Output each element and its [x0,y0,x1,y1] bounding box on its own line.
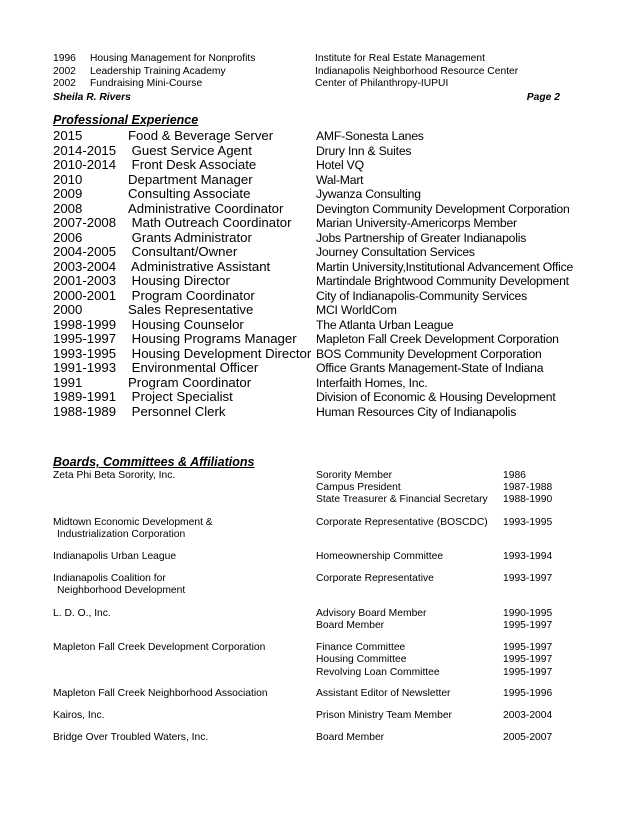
experience-row [53,245,613,260]
experience-year: 2010 [53,171,83,187]
experience-year: 2001-2003 [53,273,117,288]
board-entry [53,517,573,541]
experience-title: Sales Representative [128,302,254,317]
experience-row [53,318,613,333]
board-role [316,482,573,494]
education-course: Housing Management for Nonprofits [90,53,256,64]
boards-heading: Boards, Committees & Affiliations [53,455,255,469]
education-year: 2002 [53,78,76,90]
page-number: Page 2 [526,91,560,103]
board-org-name: Bridge Over Troubled Waters, Inc. [53,732,209,744]
experience-year: 2004-2005 [53,244,117,259]
board-entry [53,573,573,597]
experience-title: Program Coordinator [128,287,255,303]
board-role-years: 2003-2004 [503,710,553,722]
board-roles [316,517,573,541]
board-role [316,710,573,722]
experience-title: Housing Development Director [128,345,312,361]
board-role-title: Sorority Member [316,470,393,481]
experience-row [53,390,613,405]
experience-title: Consultant/Owner [128,244,238,259]
experience-org: Office Grants Management-State of Indiana [316,361,544,375]
experience-title: Housing Counselor [128,316,244,332]
experience-org: Jobs Partnership of Greater Indianapolis [316,230,527,245]
experience-org: Jywanza Consulting [316,187,421,201]
education-year: 1996 [53,53,76,64]
board-role-title: Assistant Editor of Newsletter [316,688,451,700]
experience-title: Housing Director [128,273,230,288]
education-list [53,53,593,105]
board-entry [53,642,573,679]
board-role-title: Advisory Board Member [316,608,427,619]
experience-year: 1988-1989 [53,403,117,419]
board-role [316,654,573,666]
experience-org: MCI WorldCom [316,303,397,317]
experience-row [53,216,613,231]
board-role [316,688,573,700]
board-role-title: Housing Committee [316,654,407,666]
experience-title: Consulting Associate [128,186,251,201]
board-roles [316,608,573,632]
experience-org: Devington Community Development Corporation [316,201,570,216]
board-entry [53,608,573,632]
experience-title: Front Desk Associate [128,157,257,172]
experience-row [53,202,613,217]
board-org-subname: Industrialization Corporation [57,529,186,541]
board-role-years: 1995-1997 [503,666,553,678]
experience-year: 2000-2001 [53,287,117,303]
board-roles [316,573,573,597]
experience-row [53,187,613,202]
experience-year: 2014-2015 [53,142,117,158]
board-role-years: 1993-1997 [503,573,553,585]
experience-title: Environmental Officer [128,360,259,375]
experience-row [53,303,613,318]
board-role-years: 1995-1997 [503,620,553,632]
experience-year: 2007-2008 [53,215,117,230]
experience-org: Interfaith Homes, Inc. [316,375,428,390]
experience-year: 2015 [53,128,83,143]
experience-org: Division of Economic & Housing Development [316,390,556,404]
experience-heading: Professional Experience [53,113,199,127]
board-entry [53,710,573,722]
board-role-title: Board Member [316,732,385,744]
board-org-name: Zeta Phi Beta Sorority, Inc. [53,470,176,481]
board-org [53,470,316,507]
board-roles [316,710,573,722]
board-org-name: Mapleton Fall Creek Development Corporation [53,642,266,654]
experience-org: Marian University-Americorps Member [316,216,517,230]
experience-row [53,129,613,144]
experience-row [53,376,613,391]
board-org [53,608,316,632]
board-role [316,573,573,585]
experience-row [53,158,613,173]
board-role-title: Corporate Representative [316,573,434,585]
experience-row [53,289,613,304]
experience-title: Program Coordinator [128,374,252,390]
experience-year: 1995-1997 [53,331,117,346]
experience-org: Hotel VQ [316,158,364,172]
experience-row [53,173,613,188]
board-roles [316,642,573,679]
board-role-title: Revolving Loan Committee [316,666,440,678]
experience-year: 2009 [53,186,83,201]
board-org [53,688,316,700]
experience-row [53,260,613,275]
experience-year: 2006 [53,229,83,245]
board-role-years: 1995-1996 [503,688,553,700]
experience-org: Human Resources City of Indianapolis [316,404,517,419]
board-role-years: 2005-2007 [503,732,553,744]
board-role-years: 1995-1997 [503,642,553,654]
experience-org: AMF-Sonesta Lanes [316,129,424,143]
board-role-title: State Treasurer & Financial Secretary [316,494,488,506]
board-role-years: 1988-1990 [503,494,553,506]
board-entry [53,732,573,744]
board-org-name: Indianapolis Urban League [53,551,177,563]
experience-title: Department Manager [128,171,253,187]
experience-title: Math Outreach Coordinator [128,215,292,230]
board-role-years: 1990-1995 [503,608,553,619]
board-org [53,573,316,597]
experience-org: BOS Community Development Corporation [316,346,542,361]
board-role-title: Corporate Representative (BOSCDC) [316,517,488,529]
experience-row [53,405,613,420]
board-org-name: Kairos, Inc. [53,710,105,722]
experience-row [53,144,613,159]
board-role [316,667,573,679]
experience-row [53,274,613,289]
experience-year: 1991 [53,374,83,390]
education-row [53,78,593,91]
page-header [53,91,560,105]
experience-title: Administrative Coordinator [128,200,284,216]
experience-list [53,129,613,419]
experience-org: Wal-Mart [316,172,364,187]
experience-title: Administrative Assistant [128,258,271,274]
experience-year: 1998-1999 [53,316,117,332]
experience-year: 1991-1993 [53,360,117,375]
board-role-years: 1987-1988 [503,482,553,494]
experience-year: 2010-2014 [53,157,117,172]
board-role-years: 1993-1995 [503,517,553,529]
experience-org: Martindale Brightwood Community Development [316,274,569,288]
board-org [53,551,316,563]
experience-org: Martin University,Institutional Advancement Office [316,259,574,274]
board-role-title: Finance Committee [316,642,406,654]
experience-row [53,361,613,376]
experience-org: Mapleton Fall Creek Development Corporation [316,332,559,346]
board-roles [316,732,573,744]
board-org [53,517,316,541]
board-org-name: Midtown Economic Development & [53,517,213,529]
education-row [53,66,593,79]
board-role [316,732,573,744]
experience-org: City of Indianapolis-Community Services [316,288,527,303]
experience-title: Guest Service Agent [128,142,252,158]
board-org [53,732,316,744]
education-institution: Indianapolis Neighborhood Resource Center [315,65,519,77]
board-org-name: Indianapolis Coalition for [53,573,166,585]
education-institution: Center of Philanthropy-IUPUI [315,78,449,90]
experience-year: 1989-1991 [53,389,117,404]
board-role [316,620,573,632]
board-role [316,470,573,482]
board-role-years: 1986 [503,470,526,481]
experience-year: 1993-1995 [53,345,117,361]
experience-title: Personnel Clerk [128,403,226,419]
board-entry [53,551,573,563]
board-entry [53,688,573,700]
board-role-years: 1993-1994 [503,551,553,563]
experience-title: Grants Administrator [128,229,252,245]
boards-list [53,470,573,744]
board-org [53,710,316,722]
experience-row [53,231,613,246]
board-role [316,551,573,563]
board-org-name: L. D. O., Inc. [53,608,111,619]
experience-title: Project Specialist [128,389,233,404]
board-role [316,608,573,620]
education-year: 2002 [53,65,76,77]
board-role [316,494,573,506]
board-role-years: 1995-1997 [503,654,553,666]
board-org-name: Mapleton Fall Creek Neighborhood Association [53,688,268,700]
board-roles [316,688,573,700]
board-roles [316,470,573,507]
experience-title: Food & Beverage Server [128,128,274,143]
board-entry [53,470,573,507]
board-role-title: Board Member [316,620,385,632]
experience-row [53,347,613,362]
experience-title: Housing Programs Manager [128,331,297,346]
author-name: Sheila R. Rivers [53,91,131,103]
education-course: Fundraising Mini-Course [90,78,203,90]
experience-year: 2000 [53,302,83,317]
board-org [53,642,316,679]
education-row [53,53,593,66]
board-role [316,642,573,654]
board-role [316,517,573,529]
experience-row [53,332,613,347]
experience-org: Drury Inn & Suites [316,143,412,158]
education-institution: Institute for Real Estate Management [315,53,485,64]
board-role-title: Homeownership Committee [316,551,444,563]
experience-year: 2008 [53,200,83,216]
board-roles [316,551,573,563]
experience-org: The Atlanta Urban League [316,317,454,332]
experience-org: Journey Consultation Services [316,245,475,259]
experience-year: 2003-2004 [53,258,117,274]
education-course: Leadership Training Academy [90,65,226,77]
board-role-title: Campus President [316,482,401,494]
board-role-title: Prison Ministry Team Member [316,710,452,722]
board-org-subname: Neighborhood Development [57,585,186,597]
